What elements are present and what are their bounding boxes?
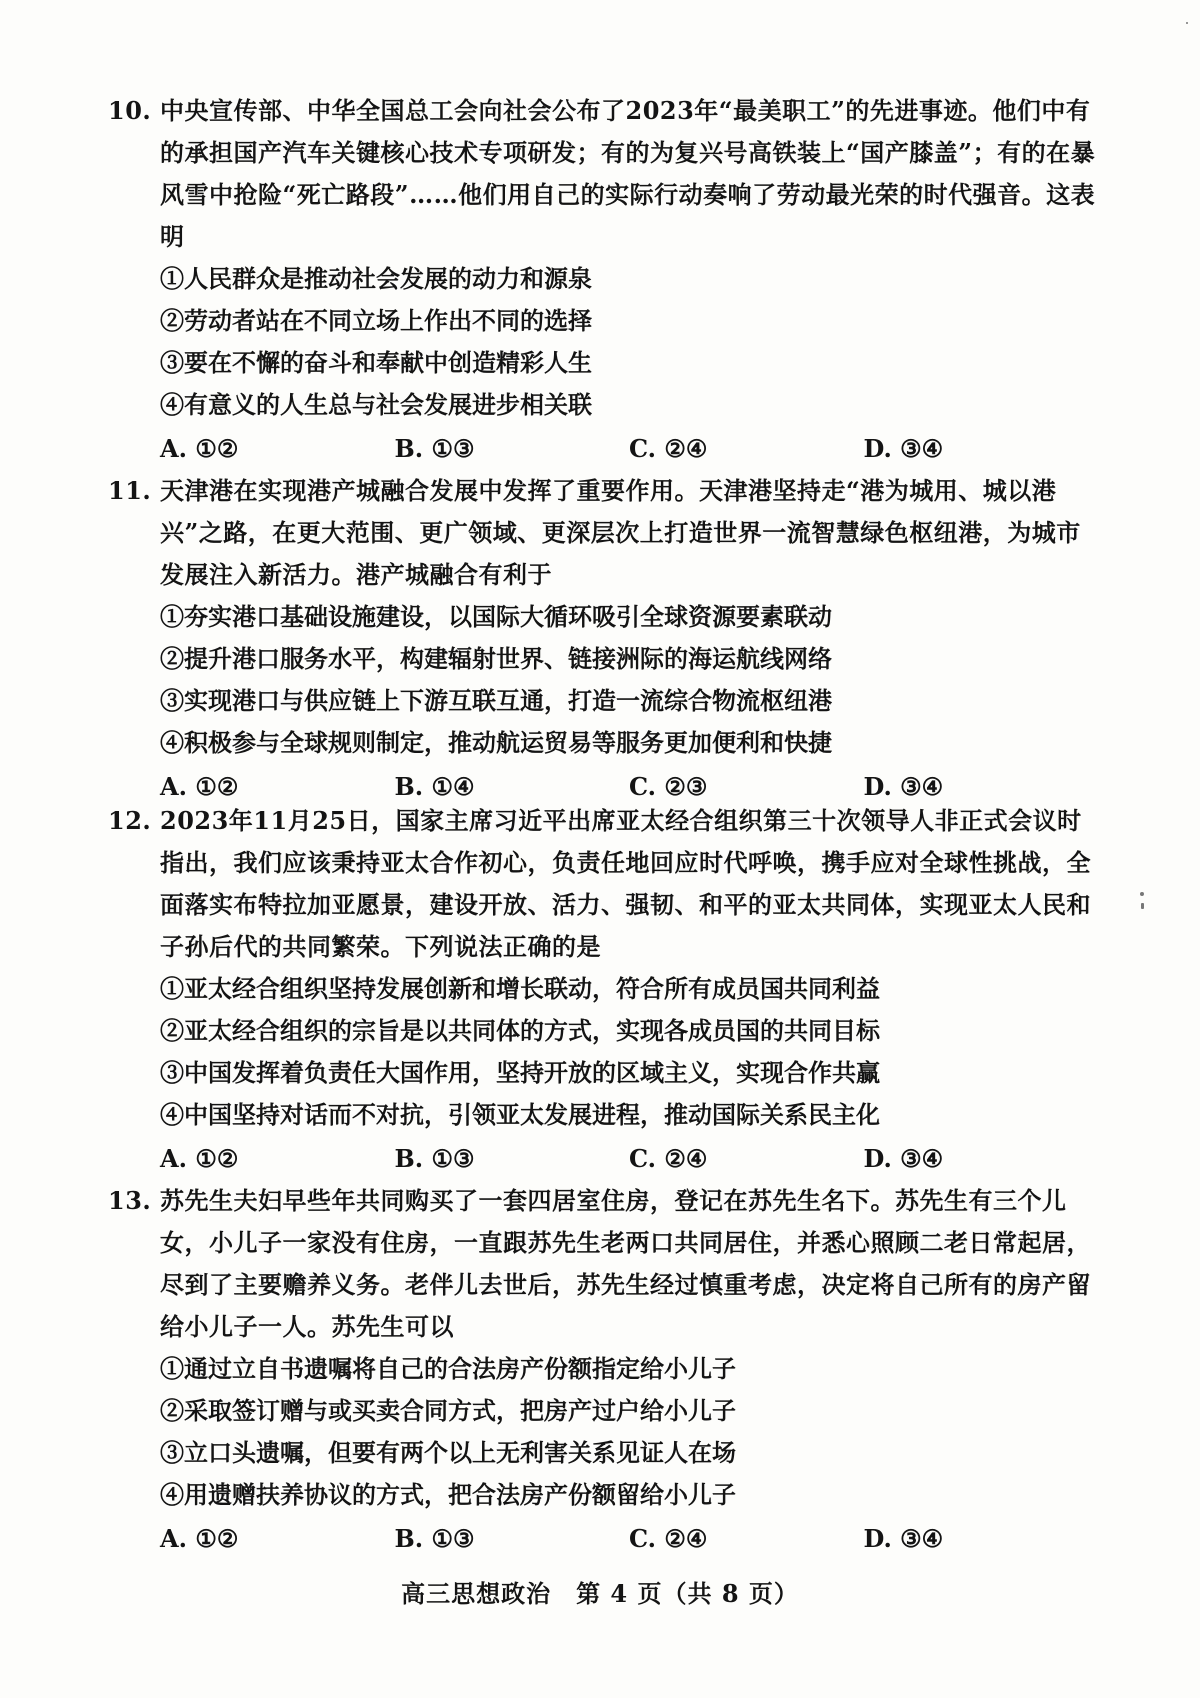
choice-b: B. ①③ [394,1524,475,1553]
statement-4: ④有意义的人生总与社会发展进步相关联 [160,390,592,419]
choice-c: C. ②④ [629,1524,708,1553]
choice-c: C. ②④ [629,1144,708,1173]
statement-3: ③立口头遗嘱，但要有两个以上无利害关系见证人在场 [160,1438,736,1467]
scan-speck [1186,22,1188,24]
statement-2: ②亚太经合组织的宗旨是以共同体的方式，实现各成员国的共同目标 [160,1016,880,1045]
question-text: 2023年11月25日，国家主席习近平出席亚太经合组织第三十次领导人非正式会议时指出，我们应该秉持亚太合作初心，负责任地回应时代呼唤，携手应对全球性挑战，全面落实布特拉加亚愿景，建设开放、活力、强韧、和平的亚太共同体，实现亚太人民和子孙后代的共同繁荣。下列说法正确的是 [160,806,1091,961]
page-footer: 高三思想政治 第 4 页（共 8 页） [401,1579,799,1608]
choice-b: B. ①③ [394,1144,475,1173]
statement-4: ④用遗赠扶养协议的方式，把合法房产份额留给小儿子 [160,1480,736,1509]
statement-4: ④中国坚持对话而不对抗，引领亚太发展进程，推动国际关系民主化 [160,1100,880,1129]
statement-4: ④积极参与全球规则制定，推动航运贸易等服务更加便利和快捷 [160,728,832,757]
statement-list [108,258,1098,426]
answer-choices [108,1518,1098,1560]
question-12 [108,800,1098,1180]
choice-d: D. ③④ [863,1144,944,1173]
statement-list [108,596,1098,764]
scan-speck [1140,892,1144,896]
choice-c: C. ②④ [629,434,708,463]
choice-d: D. ③④ [863,1524,944,1553]
statement-3: ③中国发挥着负责任大国作用，坚持开放的区域主义，实现合作共赢 [160,1058,880,1087]
choice-d: D. ③④ [863,434,944,463]
choice-d: D. ③④ [863,772,944,801]
statement-2: ②劳动者站在不同立场上作出不同的选择 [160,306,592,335]
choice-b: B. ①④ [394,772,475,801]
question-stem [108,90,1098,258]
statement-list [108,1348,1098,1516]
question-number: 11. [108,476,152,505]
statement-2: ②采取签订赠与或买卖合同方式，把房产过户给小儿子 [160,1396,736,1425]
question-11 [108,470,1098,808]
choice-a: A. ①② [160,1144,239,1173]
statement-2: ②提升港口服务水平，构建辐射世界、链接洲际的海运航线网络 [160,644,832,673]
choice-b: B. ①③ [394,434,475,463]
question-text: 天津港在实现港产城融合发展中发挥了重要作用。天津港坚持走“港为城用、城以港兴”之路，在更大范围、更广领域、更深层次上打造世界一流智慧绿色枢纽港，为城市发展注入新活力。港产城融合有利于 [160,476,1081,589]
statement-1: ①亚太经合组织坚持发展创新和增长联动，符合所有成员国共同利益 [160,974,880,1003]
statement-1: ①人民群众是推动社会发展的动力和源泉 [160,264,592,293]
question-number: 12. [108,806,152,835]
statement-list [108,968,1098,1136]
scan-speck [1141,903,1144,909]
question-stem [108,470,1098,596]
statement-3: ③要在不懈的奋斗和奉献中创造精彩人生 [160,348,592,377]
statement-3: ③实现港口与供应链上下游互联互通，打造一流综合物流枢纽港 [160,686,832,715]
choice-c: C. ②③ [629,772,708,801]
question-text: 苏先生夫妇早些年共同购买了一套四居室住房，登记在苏先生名下。苏先生有三个儿女，小儿子一家没有住房，一直跟苏先生老两口共同居住，并悉心照顾二老日常起居，尽到了主要赡养义务。老伴儿去世后，苏先生经过慎重考虑，决定将自己所有的房产留给小儿子一人。苏先生可以 [160,1186,1091,1341]
question-stem [108,800,1098,968]
question-number: 13. [108,1186,152,1215]
question-10 [108,90,1098,470]
statement-1: ①夯实港口基础设施建设，以国际大循环吸引全球资源要素联动 [160,602,832,631]
choice-a: A. ①② [160,434,239,463]
question-text: 中央宣传部、中华全国总工会向社会公布了2023年“最美职工”的先进事迹。他们中有的承担国产汽车关键核心技术专项研发；有的为复兴号高铁装上“国产膝盖”；有的在暴风雪中抢险“死亡路段”……他们用自己的实际行动奏响了劳动最光荣的时代强音。这表明 [160,96,1096,251]
statement-1: ①通过立自书遗嘱将自己的合法房产份额指定给小儿子 [160,1354,736,1383]
choice-a: A. ①② [160,772,239,801]
question-stem [108,1180,1098,1348]
answer-choices [108,428,1098,470]
choice-a: A. ①② [160,1524,239,1553]
answer-choices [108,1138,1098,1180]
question-13 [108,1180,1098,1560]
question-number: 10. [108,96,152,125]
